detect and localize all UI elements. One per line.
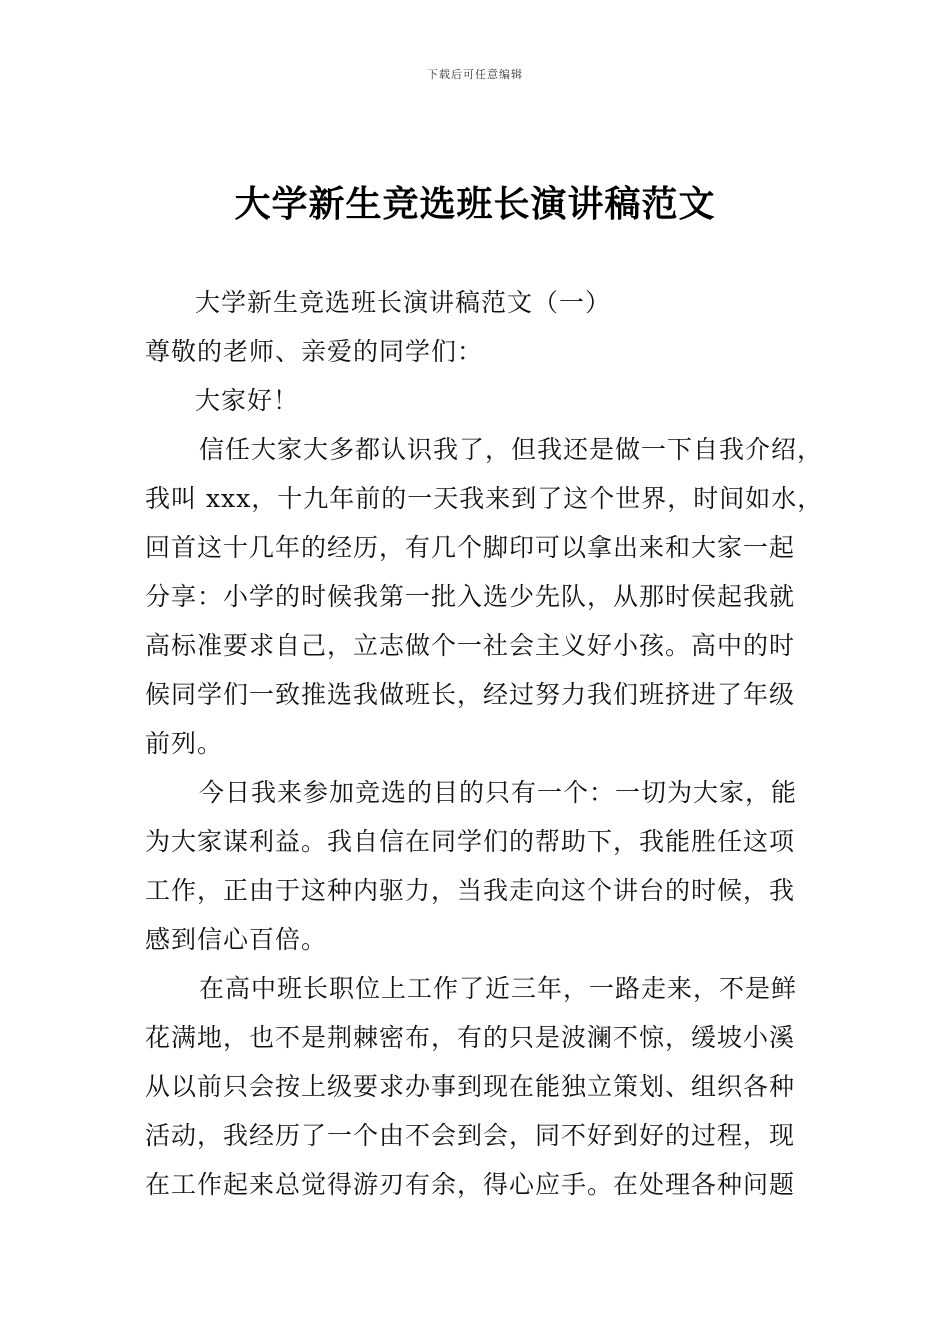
section-heading: 大学新生竞选班长演讲稿范文（一） [195, 288, 612, 317]
salutation: 尊敬的老师、亲爱的同学们： [145, 337, 484, 366]
paragraph-line: 我叫 xxx，十九年前的一天我来到了这个世界，时间如水， [145, 484, 824, 513]
document-title: 大学新生竞选班长演讲稿范文 [234, 184, 716, 225]
paragraph-line: 花满地，也不是荆棘密布，有的只是波澜不惊，缓坡小溪 [145, 1023, 796, 1052]
paragraph-line: 候同学们一致推选我做班长，经过努力我们班挤进了年级 [145, 680, 796, 709]
header-note: 下载后可任意编辑 [427, 68, 523, 81]
paragraph-line: 回首这十几年的经历，有几个脚印可以拿出来和大家一起 [145, 533, 796, 562]
paragraph-line: 今日我来参加竞选的目的只有一个：一切为大家，能 [199, 778, 798, 807]
paragraph-line: 高标准要求自己，立志做个一社会主义好小孩。高中的时 [145, 631, 796, 660]
paragraph-line: 在高中班长职位上工作了近三年，一路走来，不是鲜 [199, 974, 798, 1003]
paragraph-line: 前列。 [145, 729, 224, 758]
greeting: 大家好！ [195, 386, 300, 415]
paragraph-line: 为大家谋利益。我自信在同学们的帮助下，我能胜任这项 [145, 827, 796, 856]
paragraph-line: 分享：小学的时候我第一批入选少先队，从那时侯起我就 [145, 582, 796, 611]
paragraph-line: 在工作起来总觉得游刃有余，得心应手。在处理各种问题 [145, 1170, 796, 1199]
document-body [145, 278, 824, 1209]
paragraph-line: 感到信心百倍。 [145, 925, 328, 954]
paragraph-line: 活动，我经历了一个由不会到会，同不好到好的过程，现 [145, 1121, 796, 1150]
paragraph-line: 工作，正由于这种内驱力，当我走向这个讲台的时候，我 [145, 876, 796, 905]
paragraph-line: 从以前只会按上级要求办事到现在能独立策划、组织各种 [145, 1072, 796, 1101]
paragraph-line: 信任大家大多都认识我了，但我还是做一下自我介绍， [199, 435, 824, 464]
